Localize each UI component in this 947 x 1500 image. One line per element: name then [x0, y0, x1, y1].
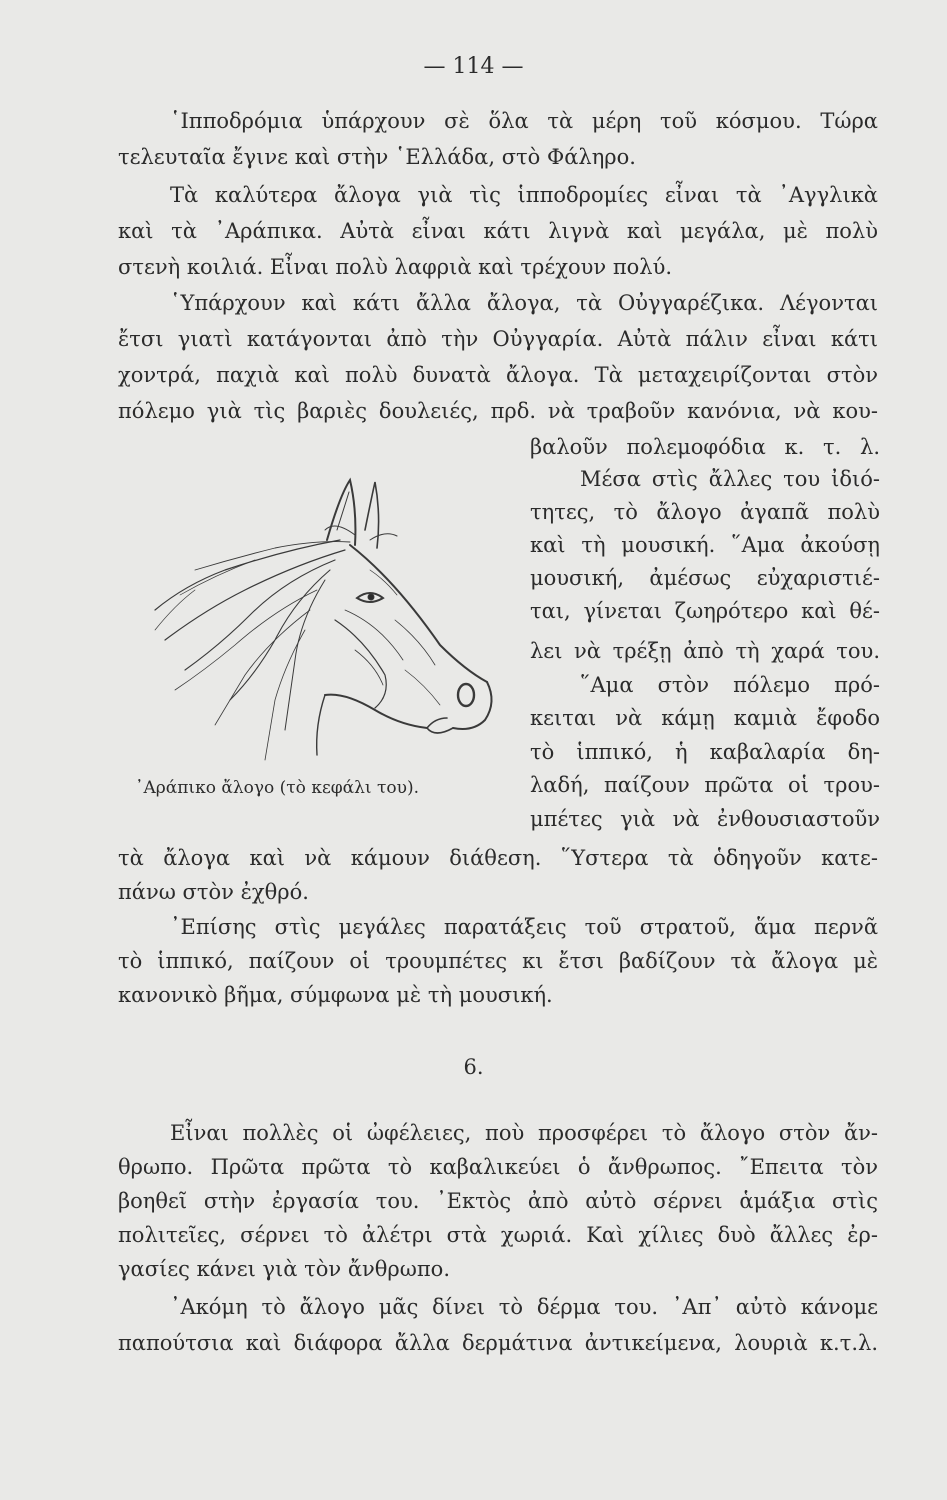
text-line: κανονικὸ βῆμα, σύμφωνα μὲ τὴ μουσική. [118, 983, 553, 1007]
text-line: ται, γίνεται ζωηρότερο καὶ θέ- [530, 599, 880, 623]
text-line: τελευταῖα ἔγινε καὶ στὴν ῾Ελλάδα, στὸ Φάληρο. [118, 145, 636, 169]
text-line: λαδή, παίζουν πρῶτα οἱ τρου- [530, 773, 880, 797]
text-line: ῞Αμα στὸν πόλεμο πρό- [580, 673, 880, 697]
text-line: χοντρά, παχιὰ καὶ πολὺ δυνατὰ ἄλογα. Τὰ μεταχειρίζονται στὸν [118, 363, 878, 387]
text-line: τὰ ἄλογα καὶ νὰ κάμουν διάθεση. ῞Υστερα τὰ ὁδηγοῦν κατε- [118, 846, 878, 870]
text-line: Μέσα στὶς ἄλλες του ἰδιό- [580, 467, 880, 491]
text-line: βαλοῦν πολεμοφόδια κ. τ. λ. [530, 435, 880, 459]
page-number: — 114 — [423, 54, 524, 79]
text-line: λει νὰ τρέξῃ ἀπὸ τὴ χαρά του. [530, 639, 880, 663]
text-line: στενὴ κοιλιά. Εἶναι πολὺ λαφριὰ καὶ τρέχουν πολύ. [118, 255, 673, 279]
text-line: θρωπο. Πρῶτα πρῶτα τὸ καβαλικεύει ὁ ἄνθρωπος. ῎Επειτα τὸν [118, 1155, 878, 1179]
text-line: γασίες κάνει γιὰ τὸν ἄνθρωπο. [118, 1257, 451, 1281]
text-line: μουσική, ἀμέσως εὐχαριστιέ- [530, 566, 880, 590]
horse-head-illustration [135, 470, 505, 770]
figure-caption: ᾿Αράπικο ἄλογο (τὸ κεφάλι του). [135, 778, 419, 798]
text-line: ᾿Επίσης στὶς μεγάλες παρατάξεις τοῦ στρατοῦ, ἅμα περνᾶ [170, 915, 878, 939]
text-line: Τὰ καλύτερα ἄλογα γιὰ τὶς ἱπποδρομίες εἶναι τὰ ᾿Αγγλικὰ [170, 183, 878, 207]
text-line: παπούτσια καὶ διάφορα ἄλλα δερμάτινα ἀντικείμενα, λουριὰ κ.τ.λ. [118, 1331, 878, 1355]
text-line: Εἶναι πολλὲς οἱ ὠφέλειες, ποὺ προσφέρει τὸ ἄλογο στὸν ἄν- [170, 1121, 878, 1145]
text-line: καὶ τὰ ᾿Αράπικα. Αὐτὰ εἶναι κάτι λιγνὰ καὶ μεγάλα, μὲ πολὺ [118, 219, 878, 243]
text-line: ἔτσι γιατὶ κατάγονται ἀπὸ τὴν Οὐγγαρία. Αὐτὰ πάλιν εἶναι κάτι [118, 327, 878, 351]
text-line: ᾿Ακόμη τὸ ἄλογο μᾶς δίνει τὸ δέρμα του. ᾿Απ᾿ αὐτὸ κάνομε [170, 1295, 878, 1319]
section-number: 6. [463, 1055, 484, 1079]
text-line: ῾Υπάρχουν καὶ κάτι ἄλλα ἄλογα, τὰ Οὐγγαρέζικα. Λέγονται [170, 291, 878, 315]
text-line: μπέτες γιὰ νὰ ἐνθουσιαστοῦν [530, 807, 880, 831]
text-line: πάνω στὸν ἐχθρό. [118, 880, 309, 904]
text-line: τὸ ἱππικό, παίζουν οἱ τρουμπέτες κι ἔτσι βαδίζουν τὰ ἄλογα μὲ [118, 949, 878, 973]
text-line: βοηθεῖ στὴν ἐργασία του. ᾿Εκτὸς ἀπὸ αὐτὸ σέρνει ἁμάξια στὶς [118, 1189, 878, 1213]
text-line: κειται νὰ κάμῃ καμιὰ ἔφοδο [530, 706, 880, 730]
text-line: τὸ ἱππικό, ἡ καβαλαρία δη- [530, 740, 880, 764]
text-line: πόλεμο γιὰ τὶς βαριὲς δουλειές, πρδ. νὰ τραβοῦν κανόνια, νὰ κου- [118, 399, 878, 423]
text-line: ῾Ιπποδρόμια ὑπάρχουν σὲ ὅλα τὰ μέρη τοῦ κόσμου. Τώρα [170, 109, 878, 133]
text-line: τητες, τὸ ἄλογο ἀγαπᾶ πολὺ [530, 500, 880, 524]
text-line: πολιτεῖες, σέρνει τὸ ἀλέτρι στὰ χωριά. Καὶ χίλιες δυὸ ἄλλες ἐρ- [118, 1223, 878, 1247]
text-line: καὶ τὴ μουσική. ῞Αμα ἀκούσῃ [530, 533, 880, 557]
